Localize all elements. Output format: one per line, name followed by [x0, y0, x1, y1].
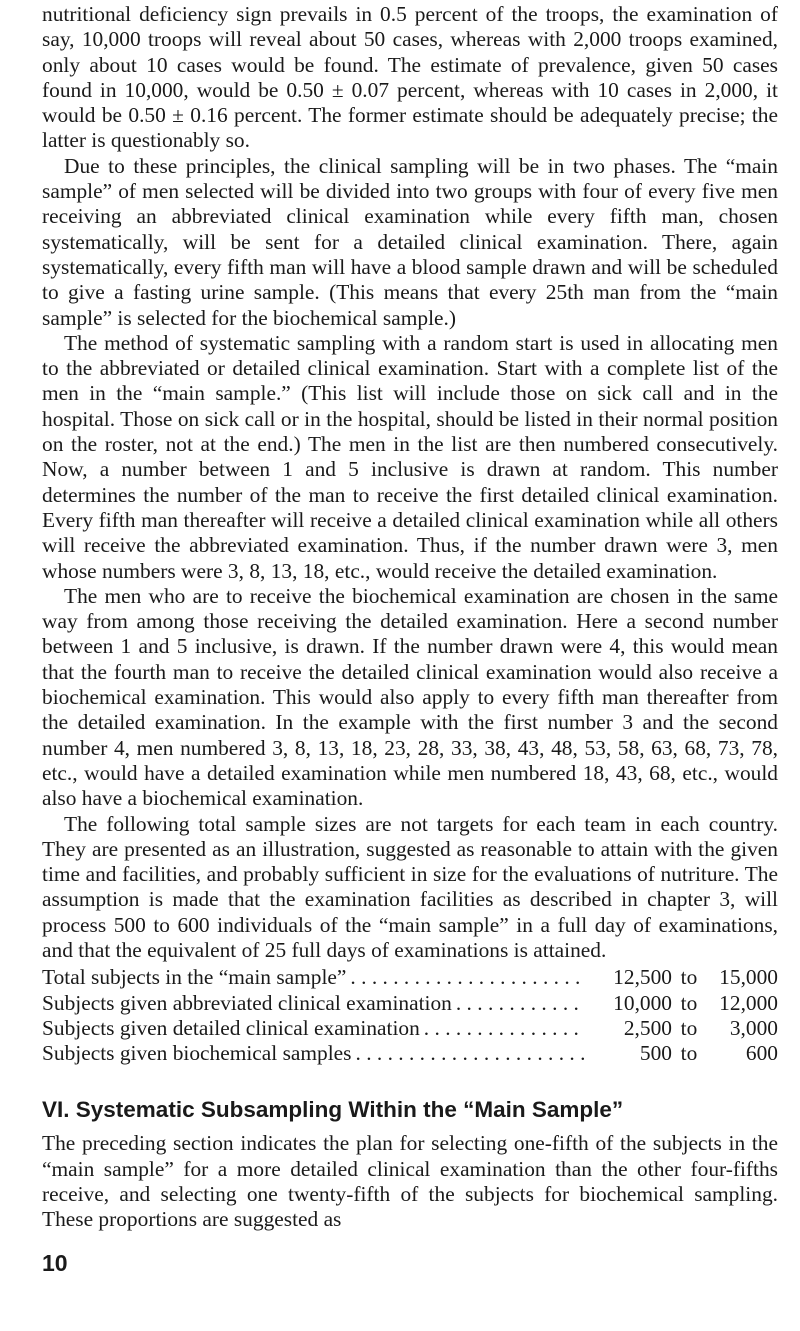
table-row: [42, 991, 778, 1016]
row-label: Subjects given detailed clinical examination: [42, 1015, 420, 1040]
paragraph-prevalence-estimate: nutritional deficiency sign prevails in 0.5 percent of the troops, the examination of say, 10,000 troops will reveal about 50 cases, whereas with 2,000 troops examined, only about 10 cases would be found. The estimate of prevalence, given 50 cases found in 10,000, would be 0.50 ± 0.07 percent, whereas with 10 cases in 2,000, it would be 0.50 ± 0.16 percent. The former estimate should be adequately precise; the latter is questionably so.: [42, 2, 778, 153]
row-label: Subjects given biochemical samples: [42, 1041, 352, 1066]
page-number: 10: [42, 1250, 68, 1276]
paragraph-biochemical-selection: The men who are to receive the biochemical examination are chosen in the same way from among those receiving the detailed examination. Here a second number between 1 and 5 inclusive, is drawn. If the number drawn were 4, this would mean that the fourth man to receive the detailed clinical examination would also receive a biochemical examination. This would also apply to every fifth man thereafter from the detailed examination. In the example with the first number 3 and the second number 4, men numbered 3, 8, 13, 18, 23, 28, 33, 38, 43, 48, 53, 58, 63, 68, 73, 78, etc., would have a detailed examination while men numbered 18, 43, 68, etc., would also have a biochemical examination.: [42, 583, 778, 811]
leader-dots: [456, 991, 584, 1016]
leader-dots: [350, 965, 584, 990]
paragraph-subsampling: The preceding section indicates the plan for selecting one-fifth of the subjects in the “main sample” for a more detailed clinical examination than the other four-fifths receive, and selecting one twenty-fifth of the subjects for biochemical sampling. These proportions are suggested as: [42, 1131, 778, 1232]
range-low: 10,000: [613, 990, 672, 1015]
leader-dots: [424, 1016, 584, 1041]
range-low: 500: [639, 1041, 672, 1066]
range-high: 12,000: [719, 990, 778, 1015]
range-low: 2,500: [623, 1015, 672, 1040]
table-row: [42, 1016, 778, 1041]
row-range: [588, 1041, 778, 1066]
table-row: [42, 965, 778, 990]
range-low: 12,500: [613, 965, 672, 990]
row-label: Subjects given abbreviated clinical examination: [42, 990, 452, 1015]
range-high: 15,000: [719, 965, 778, 990]
paragraph-sample-sizes: The following total sample sizes are not targets for each team in each country. They are presented as an illustration, suggested as reasonable to attain with the given time and facilities, and probably sufficient in size for the evaluations of nutriture. The assumption is made that the examination facilities as described in chapter 3, will process 500 to 600 individuals of the “main sample” in a full day of examinations, and that the equivalent of 25 full days of examinations is attained.: [42, 811, 778, 962]
row-label: Total subjects in the “main sample”: [42, 965, 347, 990]
row-range: [588, 991, 778, 1016]
row-range: [588, 965, 778, 990]
leader-dots: [356, 1041, 585, 1066]
range-to: to: [680, 965, 698, 990]
range-to: to: [680, 990, 698, 1015]
sample-size-table: [42, 965, 778, 1066]
section-heading: VI. Systematic Subsampling Within the “Main Sample”: [42, 1097, 624, 1123]
document-page: [42, 0, 778, 1233]
row-range: [588, 1016, 778, 1041]
paragraph-two-phases: Due to these principles, the clinical sampling will be in two phases. The “main sample” of men selected will be divided into two groups with four of every five men receiving an abbreviated clinical examination while every fifth man, chosen systematically, will be sent for a detailed clinical examination. There, again systematically, every fifth man will have a blood sample drawn and will be scheduled to give a fasting urine sample. (This means that every 25th man from the “main sample” is selected for the biochemical sample.): [42, 153, 778, 330]
range-high: 600: [745, 1041, 778, 1066]
range-to: to: [680, 1015, 698, 1040]
paragraph-systematic-method: The method of systematic sampling with a random start is used in allocating men to the abbreviated or detailed clinical examination. Start with a complete list of the men in the “main sample.” (This list will include those on sick call and in the hospital. Those on sick call or in the hospital, should be listed in their normal position on the roster, not at the end.) The men in the list are then numbered consecutively. Now, a number between 1 and 5 inclusive is drawn at random. This number determines the number of the man to receive the first detailed clinical examination. Every fifth man thereafter will receive a detailed clinical examination while all others will receive the abbreviated examination. Thus, if the number drawn were 3, men whose numbers were 3, 8, 13, 18, etc., would receive the detailed examination.: [42, 330, 778, 583]
range-to: to: [680, 1041, 698, 1066]
range-high: 3,000: [729, 1015, 778, 1040]
table-row: [42, 1041, 778, 1066]
